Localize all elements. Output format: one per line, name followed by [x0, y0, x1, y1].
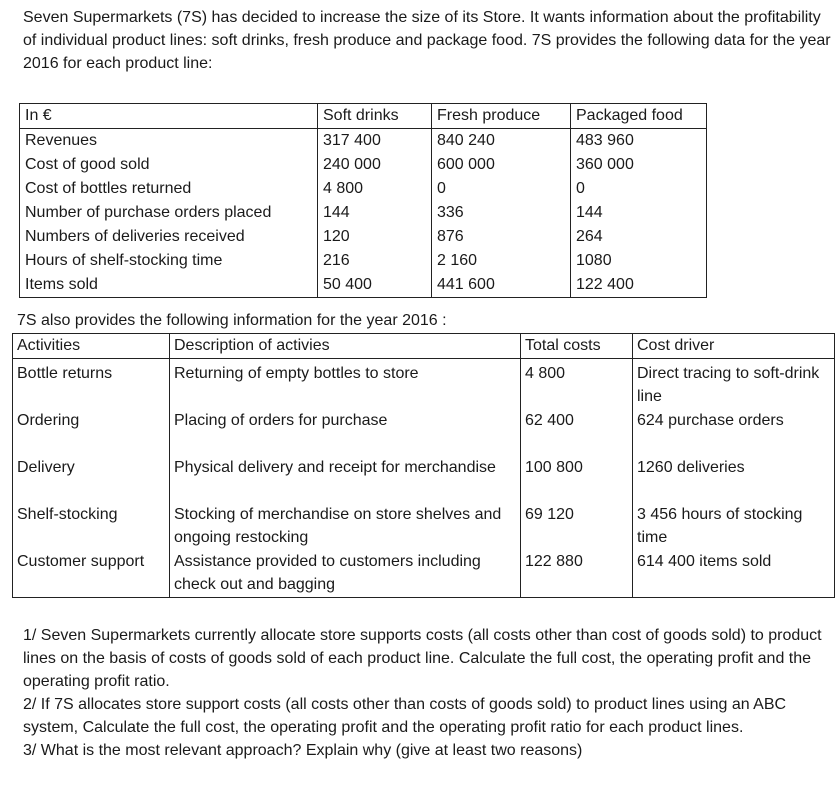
cell: 600 000 [432, 153, 571, 177]
header-cell: Soft drinks [318, 104, 432, 129]
intro-paragraph: Seven Supermarkets (7S) has decided to increase the size of its Store. It wants information about the profitability of individual product lines: soft drinks, fresh produce and package food. 7S provides the following data for the year 2016 for each product line: [23, 9, 831, 72]
cell: 4 800 [521, 359, 633, 410]
cell: 144 [571, 201, 707, 225]
header-cell: Cost driver [633, 334, 835, 359]
row-label: Items sold [20, 273, 318, 298]
table-header-row [20, 104, 707, 129]
row-label: Numbers of deliveries received [20, 225, 318, 249]
cell: 122 400 [571, 273, 707, 298]
cell: 240 000 [318, 153, 432, 177]
cell: 1080 [571, 249, 707, 273]
activities-cost-table [12, 333, 835, 598]
cell: 62 400 [521, 409, 633, 456]
row-label: Bottle returns [13, 359, 170, 410]
header-cell: Packaged food [571, 104, 707, 129]
cell: 3 456 hours of stocking time [633, 503, 835, 550]
cell: Direct tracing to soft-drink line [633, 359, 835, 410]
table-row [20, 129, 707, 154]
table-row [13, 409, 835, 456]
cell: 2 160 [432, 249, 571, 273]
cell: 336 [432, 201, 571, 225]
cell: Stocking of merchandise on store shelves and ongoing restocking [170, 503, 521, 550]
question-2: 2/ If 7S allocates store support costs (all costs other than costs of goods sold) to product lines using an ABC system, Calculate the full cost, the operating profit and the operating profit ratio for each product lines. [23, 696, 787, 736]
cell: 840 240 [432, 129, 571, 154]
table-row [13, 456, 835, 503]
row-label: Number of purchase orders placed [20, 201, 318, 225]
cell: 0 [432, 177, 571, 201]
cell: 122 880 [521, 550, 633, 598]
table-row [20, 177, 707, 201]
table-row [13, 359, 835, 410]
cell: 216 [318, 249, 432, 273]
row-label: Customer support [13, 550, 170, 598]
table-row [20, 273, 707, 298]
cell: 360 000 [571, 153, 707, 177]
cell: 50 400 [318, 273, 432, 298]
table-row [13, 550, 835, 598]
cell: 144 [318, 201, 432, 225]
row-label: Shelf-stocking [13, 503, 170, 550]
activities-intro: 7S also provides the following information for the year 2016 : [17, 312, 447, 329]
cell: 120 [318, 225, 432, 249]
header-cell: Activities [13, 334, 170, 359]
header-cell: Description of activies [170, 334, 521, 359]
table-row [20, 225, 707, 249]
table-row [20, 249, 707, 273]
cell: 624 purchase orders [633, 409, 835, 456]
header-cell: In € [20, 104, 318, 129]
row-label: Revenues [20, 129, 318, 154]
cell: 4 800 [318, 177, 432, 201]
cell: 0 [571, 177, 707, 201]
questions-section [23, 624, 823, 762]
cell: 317 400 [318, 129, 432, 154]
cell: 1260 deliveries [633, 456, 835, 503]
question-3: 3/ What is the most relevant approach? Explain why (give at least two reasons) [23, 742, 583, 759]
product-line-data-table [19, 103, 707, 298]
cell: Placing of orders for purchase [170, 409, 521, 456]
cell: 69 120 [521, 503, 633, 550]
question-1: 1/ Seven Supermarkets currently allocate store supports costs (all costs other than cost of goods sold) to product lines on the basis of costs of goods sold of each product line. Calculate the full cost, the operating profit and the operating profit ratio. [23, 627, 822, 690]
cell: 441 600 [432, 273, 571, 298]
table-header-row [13, 334, 835, 359]
cell: 100 800 [521, 456, 633, 503]
row-label: Hours of shelf-stocking time [20, 249, 318, 273]
cell: 876 [432, 225, 571, 249]
row-label: Delivery [13, 456, 170, 503]
table-row [13, 503, 835, 550]
header-cell: Fresh produce [432, 104, 571, 129]
cell: 264 [571, 225, 707, 249]
row-label: Ordering [13, 409, 170, 456]
cell: Returning of empty bottles to store [170, 359, 521, 410]
cell: 483 960 [571, 129, 707, 154]
cell: 614 400 items sold [633, 550, 835, 598]
cell: Physical delivery and receipt for merchandise [170, 456, 521, 503]
cell: Assistance provided to customers including check out and bagging [170, 550, 521, 598]
table-row [20, 153, 707, 177]
row-label: Cost of good sold [20, 153, 318, 177]
table-row [20, 201, 707, 225]
header-cell: Total costs [521, 334, 633, 359]
row-label: Cost of bottles returned [20, 177, 318, 201]
